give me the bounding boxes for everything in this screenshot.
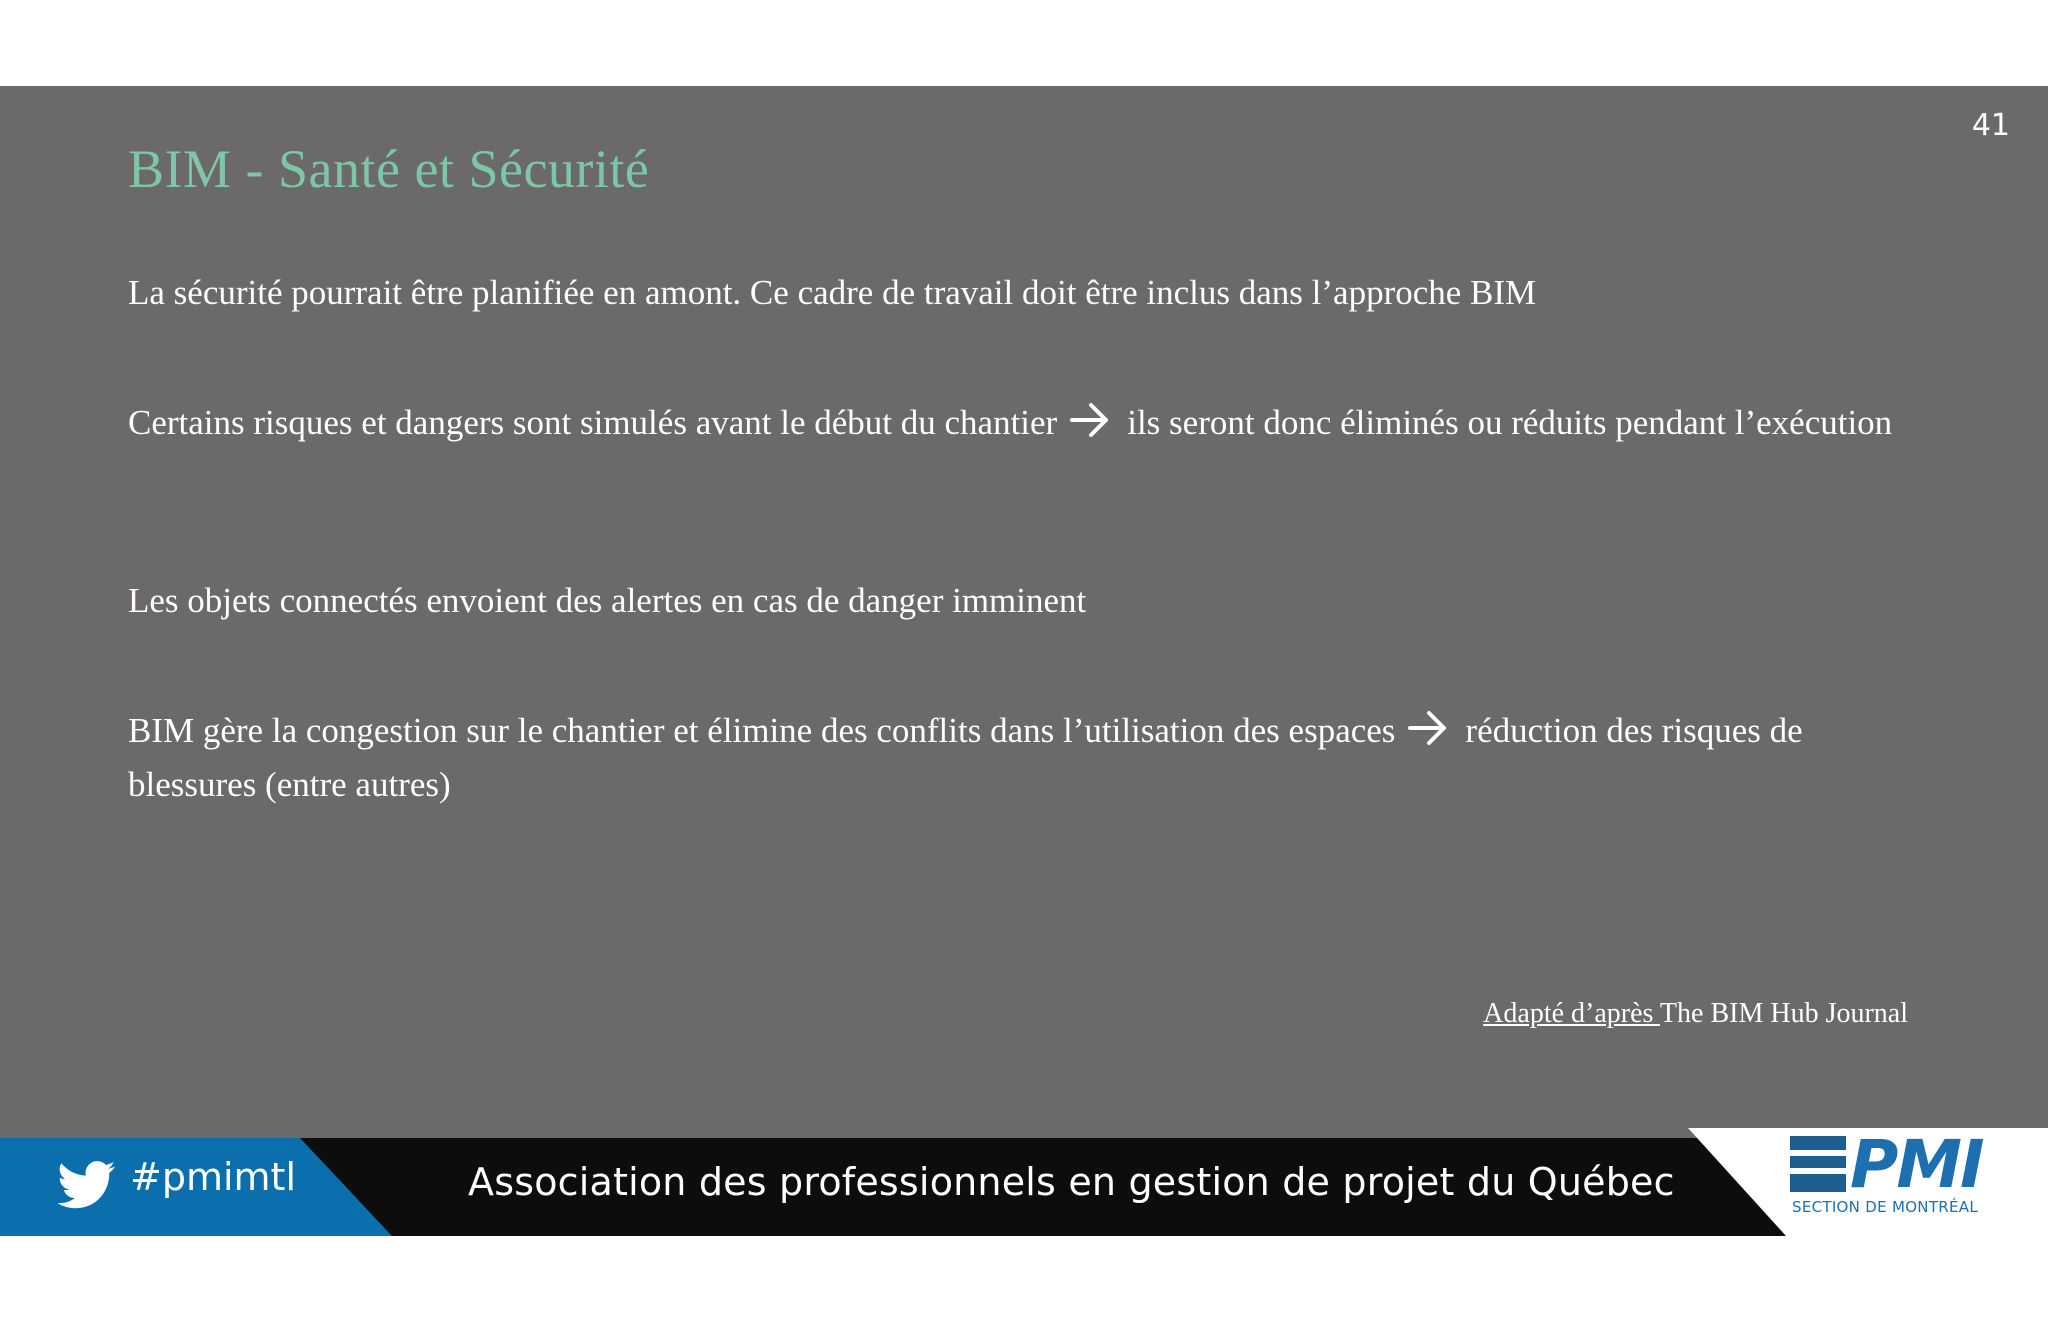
hashtag-link[interactable]: #pmimtl (130, 1155, 297, 1199)
association-name: Association des professionnels en gestion de projet du Québec (468, 1160, 1675, 1204)
paragraph-congestion (128, 704, 1908, 812)
paragraph-risk-simulation-part2: ils seront donc éliminés ou réduits pendant l’exécution (1127, 403, 1893, 442)
source-credit (1483, 998, 1908, 1030)
paragraph-risk-simulation-part1: Certains risques et dangers sont simulés avant le début du chantier (128, 403, 1058, 442)
slide (0, 86, 2048, 1138)
credit-link[interactable]: Adapté d’après (1483, 998, 1660, 1029)
pmi-logo-letters: PMI (1850, 1126, 1983, 1203)
credit-source: The BIM Hub Journal (1659, 998, 1908, 1029)
montreal-skyline-icon (1790, 1136, 1846, 1192)
paragraph-connected-objects: Les objets connectés envoient des alertes en cas de danger imminent (128, 581, 1087, 620)
slide-title: BIM - Santé et Sécurité (128, 139, 650, 199)
footer-banner (0, 1126, 2048, 1236)
twitter-bird-icon[interactable] (58, 1160, 116, 1210)
paragraph-risk-simulation (128, 396, 1892, 450)
arrow-right-icon (1069, 400, 1111, 440)
paragraph-safety-planning: La sécurité pourrait être planifiée en amont. Ce cadre de travail doit être inclus dans l’approche BIM (128, 273, 1537, 312)
paragraph-congestion-part2: réduction des risques de blessures (entre autres) (128, 711, 1803, 804)
pmi-logo-section: SECTION DE MONTRÉAL (1792, 1198, 1979, 1216)
paragraph-congestion-part1: BIM gère la congestion sur le chantier et élimine des conflits dans l’utilisation des espaces (128, 711, 1396, 750)
page-number: 41 (1971, 108, 2010, 143)
pmi-logo (1790, 1126, 2000, 1222)
arrow-right-icon (1407, 708, 1449, 748)
